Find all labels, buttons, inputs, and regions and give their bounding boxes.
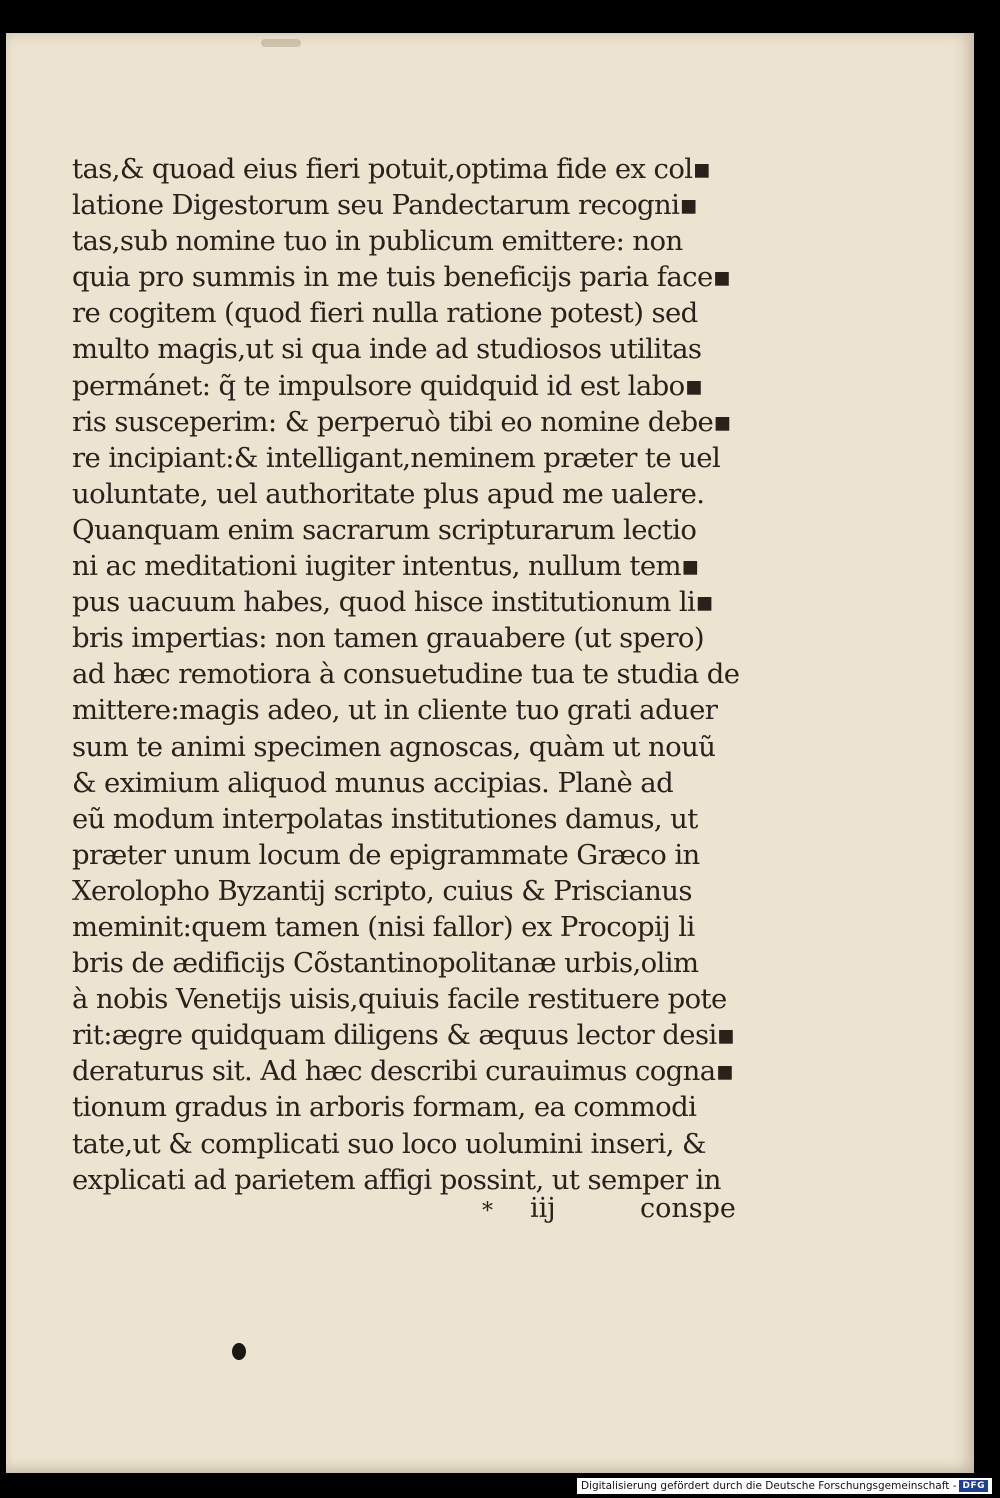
text-line: deraturus sit. Ad hæc describi curauimus cogna▪ bbox=[72, 1055, 734, 1088]
text-line: eũ modum interpolatas institutiones damus, ut bbox=[72, 802, 698, 835]
text-line: latione Digestorum seu Pandectarum recogni▪ bbox=[72, 189, 698, 222]
book-page bbox=[6, 33, 974, 1473]
signature-mark: iij bbox=[530, 1193, 556, 1224]
funding-text: Digitalisierung gefördert durch die Deutsche Forschungsgemeinschaft - bbox=[580, 1480, 957, 1492]
text-line: Xerolopho Byzantij scripto, cuius & Priscianus bbox=[72, 874, 692, 907]
text-line: explicati ad parietem affigi possint, ut semper in bbox=[72, 1163, 721, 1196]
text-line: re incipiant:& intelligant,neminem præter te uel bbox=[72, 441, 721, 474]
text-line: uoluntate, uel authoritate plus apud me ualere. bbox=[72, 477, 705, 510]
text-line: præter unum locum de epigrammate Græco in bbox=[72, 838, 700, 871]
text-line: pus uacuum habes, quod hisce institutionum li▪ bbox=[72, 586, 714, 619]
ink-dot bbox=[232, 1343, 246, 1360]
text-line: Quanquam enim sacrarum scripturarum lectio bbox=[72, 513, 697, 546]
text-line: rit:ægre quidquam diligens & æquus lector desi▪ bbox=[72, 1019, 735, 1052]
text-line: à nobis Venetijs uisis,quiuis facile restituere pote bbox=[72, 983, 727, 1016]
text-line: tas,sub nomine tuo in publicum emittere: non bbox=[72, 225, 683, 258]
text-line: mittere:magis adeo, ut in cliente tuo grati aduer bbox=[72, 694, 718, 727]
text-line: ris susceperim: & perperuò tibi eo nomine debe▪ bbox=[72, 405, 732, 438]
text-line: tas,& quoad eius fieri potuit,optima fide ex col▪ bbox=[72, 153, 711, 185]
text-line: re cogitem (quod fieri nulla ratione potest) sed bbox=[72, 297, 698, 330]
text-line: bris impertias: non tamen grauabere (ut spero) bbox=[72, 622, 704, 655]
text-line: tate,ut & complicati suo loco uolumini inseri, & bbox=[72, 1127, 706, 1160]
text-line: ad hæc remotiora à consuetudine tua te studia de bbox=[72, 658, 740, 691]
text-line: multo magis,ut si qua inde ad studiosos utilitas bbox=[72, 333, 702, 366]
signature-line bbox=[72, 1193, 752, 1233]
text-line: & eximium aliquod munus accipias. Planè ad bbox=[72, 766, 674, 799]
paper-smudge bbox=[261, 39, 301, 47]
text-line: sum te animi specimen agnoscas, quàm ut nouũ bbox=[72, 730, 716, 763]
catchword: conspe bbox=[640, 1193, 736, 1224]
funding-footer bbox=[577, 1478, 992, 1494]
text-line: tionum gradus in arboris formam, ea commodi bbox=[72, 1091, 697, 1124]
text-line: meminit:quem tamen (nisi fallor) ex Procopij li bbox=[72, 910, 695, 943]
text-line: ni ac meditationi iugiter intentus, nullum tem▪ bbox=[72, 550, 700, 583]
text-line: quia pro summis in me tuis beneficijs paria face▪ bbox=[72, 261, 731, 294]
text-line: bris de ædificijs Cõstantinopolitanæ urbis,olim bbox=[72, 947, 699, 980]
dfg-logo: DFG bbox=[959, 1480, 988, 1492]
signature-star: * bbox=[482, 1199, 493, 1224]
page-text-block bbox=[72, 151, 752, 1198]
text-line: permánet: q̃ te impulsore quidquid id est labo▪ bbox=[72, 369, 703, 402]
